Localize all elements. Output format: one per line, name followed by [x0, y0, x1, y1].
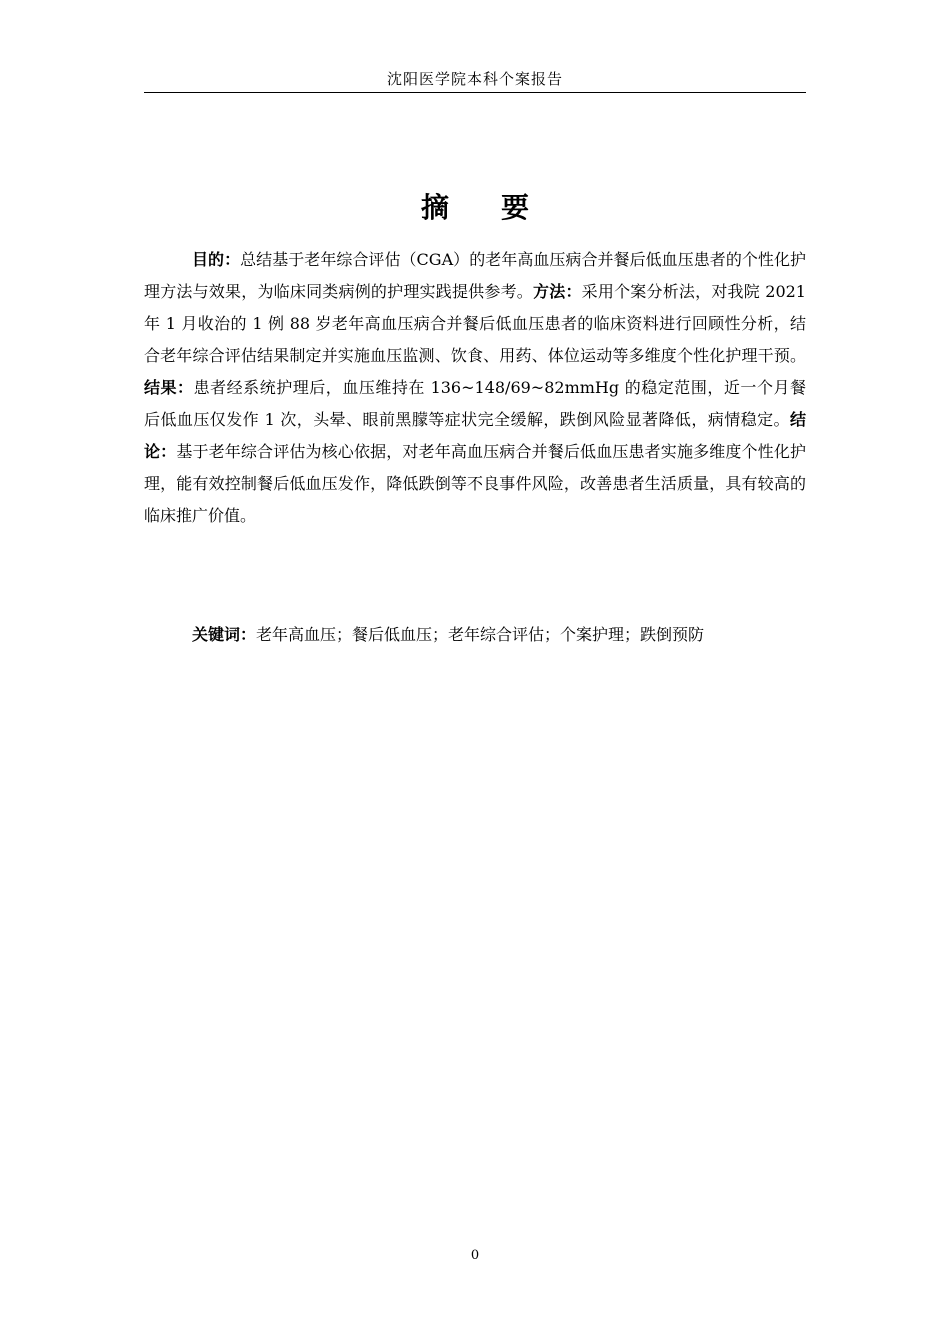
page-number: 0 — [470, 1248, 480, 1263]
method-label: 方法： — [533, 282, 582, 301]
result-text: 患者经系统护理后，血压维持在 136~148/69~82mmHg 的稳定范围，近一个月餐后低血压仅发作 1 次，头晕、眼前黑朦等症状完全缓解，跌倒风险显著降低，病情稳定。 — [144, 378, 806, 429]
keywords-label: 关键词： — [192, 625, 257, 644]
result-label: 结果： — [144, 378, 194, 397]
method-text: 采用个案分析法，对我院 2021 年 1 月收治的 1 例 88 岁老年高血压病合并餐后低血压患者的临床资料进行回顾性分析，结合老年综合评估结果制定并实施血压监测、饮食、用药、体位运动等多维度个性化护理干预。 — [144, 282, 806, 365]
keywords-text: 老年高血压；餐后低血压；老年综合评估；个案护理；跌倒预防 — [256, 625, 705, 644]
conclusion-text: 基于老年综合评估为核心依据，对老年高血压病合并餐后低血压患者实施多维度个性化护理，能有效控制餐后低血压发作，降低跌倒等不良事件风险，改善患者生活质量，具有较高的临床推广价值。 — [144, 442, 806, 525]
purpose-text: 总结基于老年综合评估（CGA）的老年高血压病合并餐后低血压患者的个性化护理方法与效果，为临床同类病例的护理实践提供参考。 — [144, 250, 806, 301]
abstract-title: 摘 要 — [420, 191, 541, 224]
page-header: 沈阳医学院本科个案报告 — [144, 68, 806, 93]
purpose-label: 目的： — [192, 250, 241, 269]
conclusion-label: 结论： — [144, 410, 806, 461]
abstract-body — [144, 244, 806, 532]
keywords-paragraph — [144, 618, 806, 652]
